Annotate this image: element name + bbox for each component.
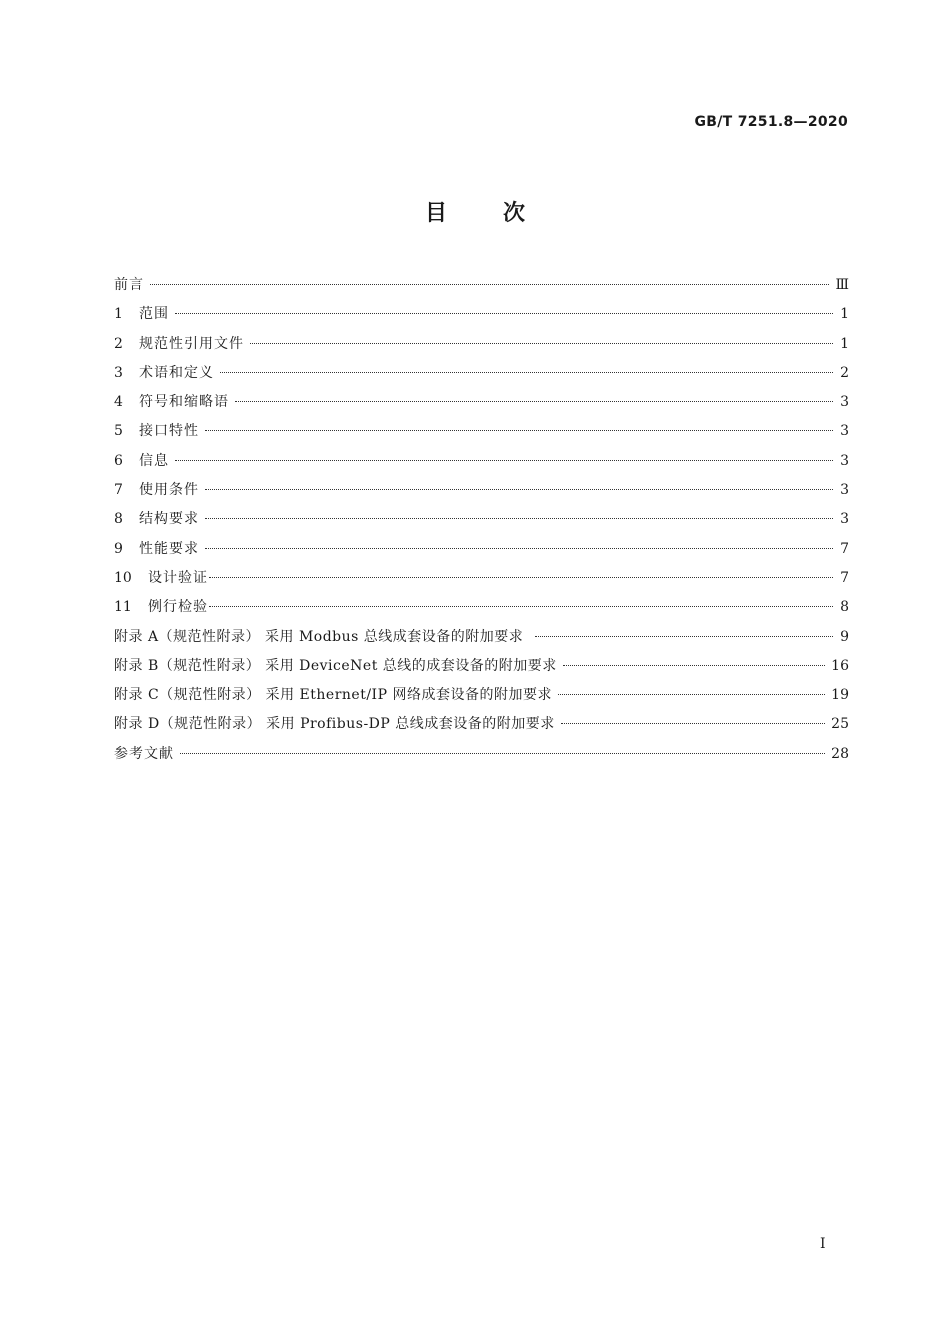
toc-entry-annex-c[interactable] [114, 681, 849, 710]
toc-entry-page: 2 [840, 364, 849, 381]
toc-entry-number: 9 [114, 540, 123, 557]
toc-entry-5[interactable] [114, 417, 849, 446]
toc-entry-label: 例行检验 [148, 599, 208, 616]
toc-entry-9[interactable] [114, 535, 849, 564]
toc-entry-1[interactable] [114, 300, 849, 329]
toc-entry-number: 6 [114, 452, 123, 469]
toc-entry-page: 3 [840, 452, 849, 469]
toc-entry-label: 附录 A（规范性附录） 采用 Modbus 总线成套设备的附加要求 [114, 628, 524, 645]
toc-entry-label: 接口特性 [139, 423, 199, 440]
toc-entry-foreword[interactable] [114, 271, 849, 300]
toc-entry-10[interactable] [114, 564, 849, 593]
toc-dot-leader [180, 753, 825, 754]
toc-entry-page: 3 [840, 394, 849, 411]
toc-entry-label: 性能要求 [139, 540, 199, 557]
toc-entry-label: 附录 C（规范性附录） 采用 Ethernet/IP 网络成套设备的附加要求 [114, 687, 552, 704]
toc-entry-number: 1 [114, 306, 123, 323]
toc-dot-leader [563, 665, 825, 666]
toc-dot-leader [175, 313, 833, 314]
toc-dot-leader [205, 518, 833, 519]
toc-dot-leader [250, 343, 833, 344]
toc-entry-page: 25 [831, 716, 849, 733]
toc-entry-page: 3 [840, 482, 849, 499]
toc-entry-label: 信息 [139, 452, 169, 469]
toc-entry-number: 7 [114, 482, 123, 499]
toc-dot-leader [209, 577, 833, 578]
toc-entry-label: 结构要求 [139, 511, 199, 528]
toc-entry-label: 附录 B（规范性附录） 采用 DeviceNet 总线的成套设备的附加要求 [114, 657, 557, 674]
toc-entry-page: 1 [840, 306, 849, 323]
toc-dot-leader [561, 723, 825, 724]
toc-dot-leader [205, 489, 833, 490]
toc-entry-number: 5 [114, 423, 123, 440]
toc-entry-label: 规范性引用文件 [139, 335, 244, 352]
toc-entry-page: 7 [840, 569, 849, 586]
toc-entry-7[interactable] [114, 476, 849, 505]
toc-entry-annex-a[interactable] [114, 623, 849, 652]
toc-entry-label: 参考文献 [114, 745, 174, 762]
toc-entry-label: 使用条件 [139, 482, 199, 499]
toc-entry-page: Ⅲ [835, 277, 849, 293]
toc-entry-label: 符号和缩略语 [139, 394, 229, 411]
toc-entry-2[interactable] [114, 330, 849, 359]
toc-entry-page: 19 [831, 687, 849, 704]
standard-number: GB/T 7251.8—2020 [694, 114, 848, 130]
toc-entry-number: 11 [114, 599, 132, 616]
toc-dot-leader [150, 284, 829, 285]
toc-entry-label: 术语和定义 [139, 364, 214, 381]
toc-entry-page: 1 [840, 335, 849, 352]
toc-entry-annex-b[interactable] [114, 652, 849, 681]
toc-entry-4[interactable] [114, 388, 849, 417]
toc-entry-number: 8 [114, 511, 123, 528]
toc-entry-label: 范围 [139, 306, 169, 323]
toc-dot-leader [558, 694, 825, 695]
toc-entry-11[interactable] [114, 593, 849, 622]
toc-entry-3[interactable] [114, 359, 849, 388]
toc-entry-number: 3 [114, 364, 123, 381]
toc-dot-leader [175, 460, 833, 461]
toc-dot-leader [205, 548, 833, 549]
page-title: 目次 [424, 201, 581, 226]
toc-entry-annex-d[interactable] [114, 710, 849, 739]
toc-dot-leader [220, 372, 833, 373]
toc-dot-leader [535, 636, 833, 637]
toc-dot-leader [209, 606, 833, 607]
toc-dot-leader [205, 430, 833, 431]
toc-entry-8[interactable] [114, 505, 849, 534]
toc-entry-page: 28 [831, 745, 849, 762]
toc-entry-page: 7 [840, 540, 849, 557]
toc-entry-number: 4 [114, 394, 123, 411]
toc-entry-bibliography[interactable] [114, 740, 849, 769]
toc-entry-label: 附录 D（规范性附录） 采用 Profibus-DP 总线成套设备的附加要求 [114, 716, 555, 733]
toc-entry-page: 3 [840, 423, 849, 440]
toc-entry-page: 9 [840, 628, 849, 645]
toc-entry-page: 16 [831, 657, 849, 674]
toc-entry-6[interactable] [114, 447, 849, 476]
toc-dot-leader [235, 401, 833, 402]
page-number: I [820, 1236, 826, 1252]
toc-entry-label: 前言 [114, 277, 144, 293]
toc-entry-number: 10 [114, 569, 132, 586]
toc-entry-number: 2 [114, 335, 123, 352]
toc-entry-page: 3 [840, 511, 849, 528]
table-of-contents [114, 271, 849, 769]
toc-entry-label: 设计验证 [148, 569, 208, 586]
toc-entry-page: 8 [840, 599, 849, 616]
